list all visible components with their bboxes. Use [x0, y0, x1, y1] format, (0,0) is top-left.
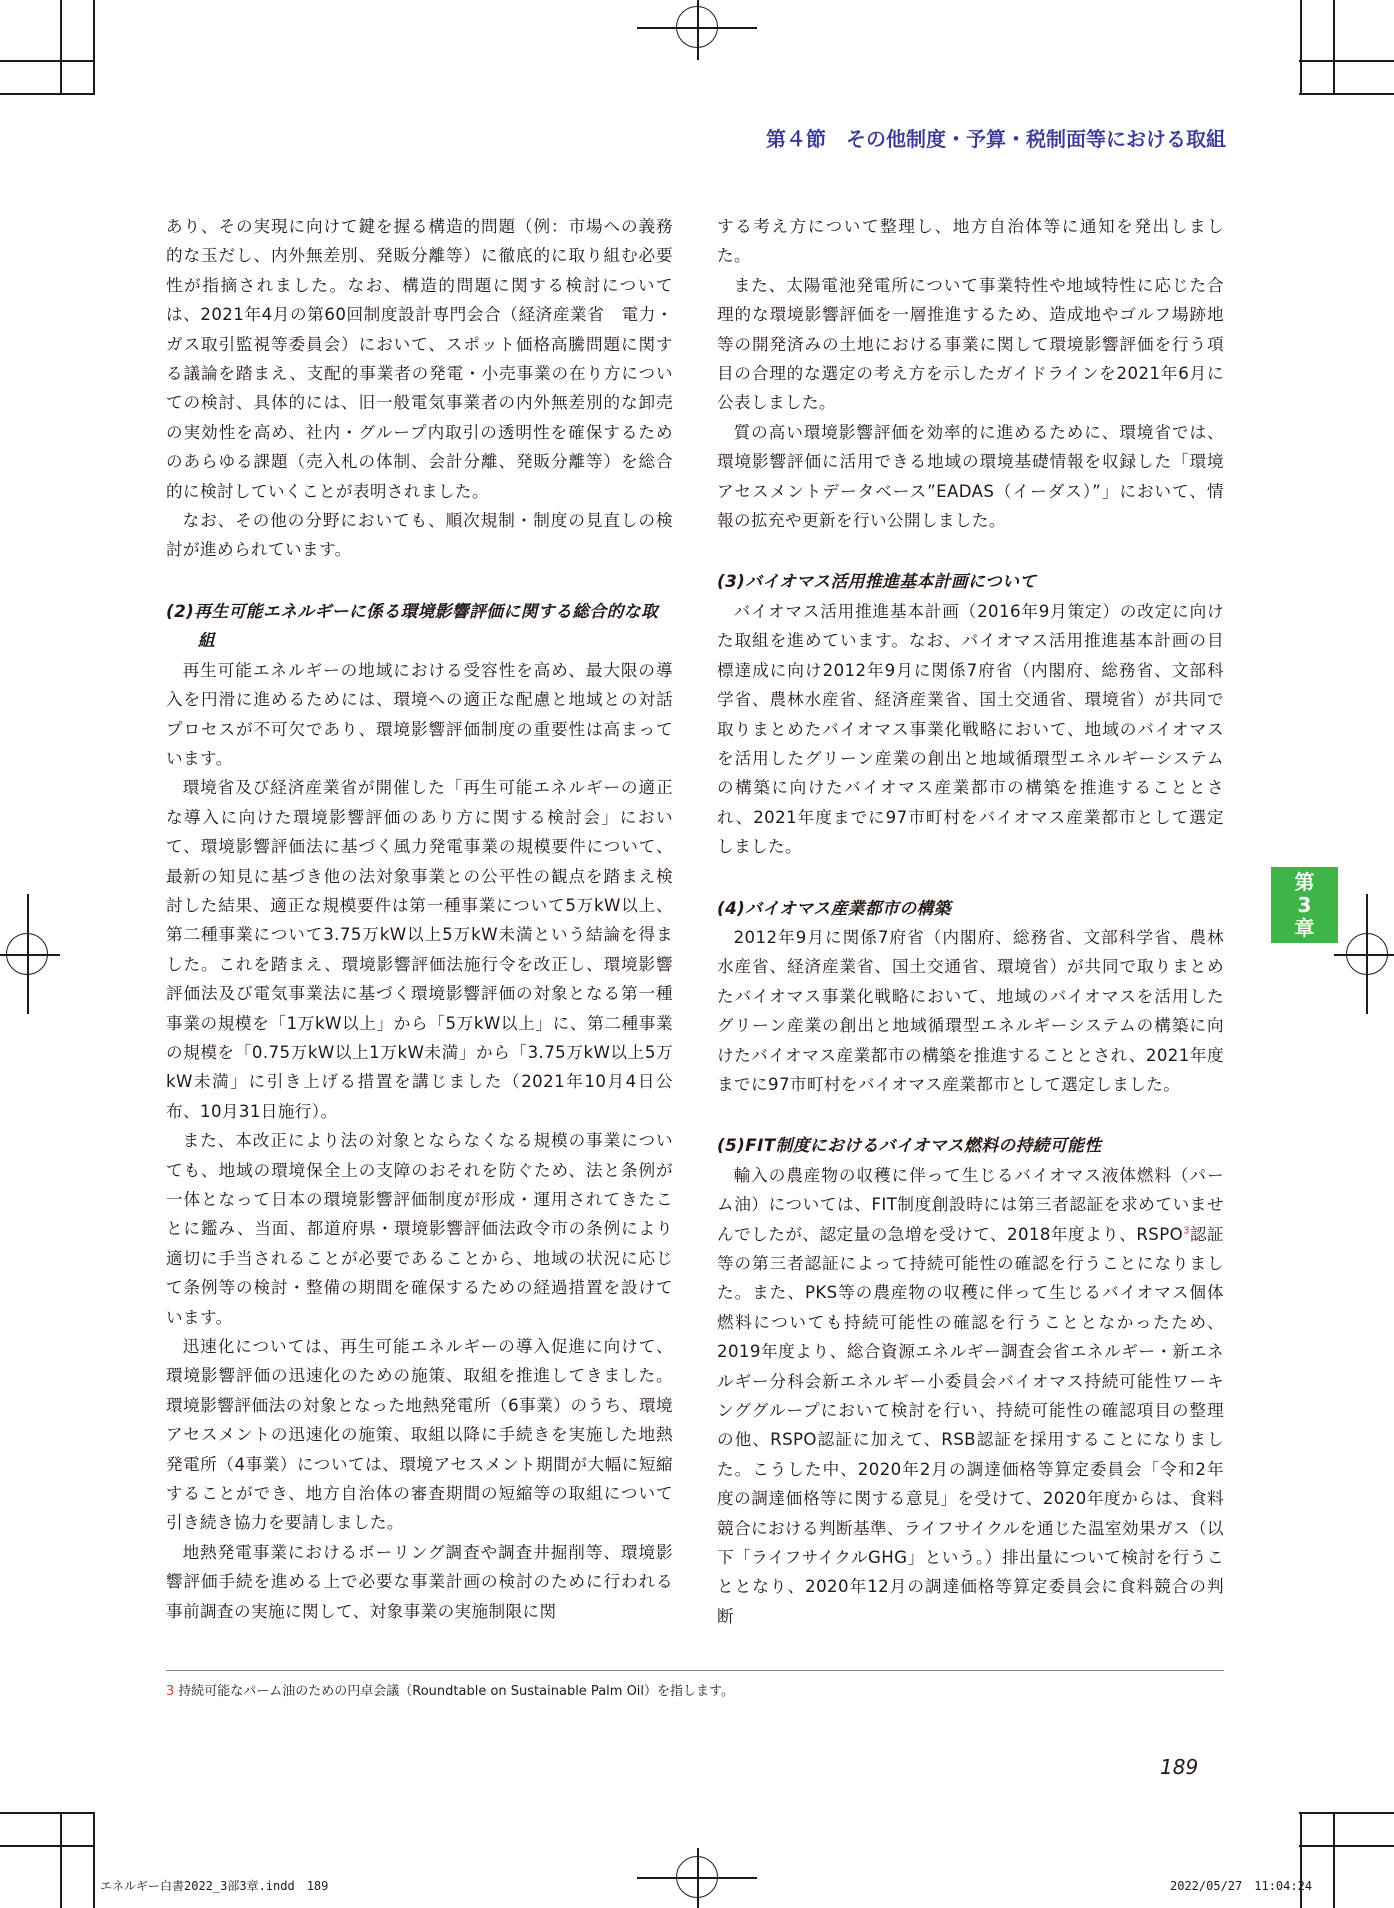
- subsection-heading: (4)バイオマス産業都市の構築: [717, 897, 951, 918]
- paragraph: 質の高い環境影響評価を効率的に進めるために、環境省では、環境影響評価に活用できる地域の環境基礎情報を収録した「環境アセスメントデータベース”EADAS（イーダス）”」において、情報の拡充や更新を行い公開しました。: [717, 422, 1224, 531]
- footnote-reference[interactable]: 3: [1183, 1225, 1190, 1237]
- crop-mark: [93, 1812, 95, 1908]
- footnote-divider: [166, 1670, 1224, 1671]
- crop-mark: [1299, 1812, 1394, 1814]
- slug-timestamp: 2022/05/27 11:04:24: [1170, 1879, 1313, 1893]
- crop-mark: [1299, 60, 1394, 62]
- footnote: [166, 1680, 734, 1699]
- right-column: [717, 212, 1224, 1631]
- crop-mark: [1299, 1845, 1394, 1847]
- paragraph: 再生可能エネルギーの地域における受容性を高め、最大限の導入を円滑に進めるためには、環境への適正な配慮と地域との対話プロセスが不可欠であり、環境影響評価制度の重要性は高まっています。: [166, 660, 673, 768]
- crop-mark: [0, 93, 95, 95]
- paragraph-text: 認証等の第三者認証によって持続可能性の確認を行うことになりました。また、PKS等の農産物の収穫に伴って生じるバイオマス個体燃料についても持続可能性の確認を行うこととなかったため、2019年度より、総合資源エネルギー調査会省エネルギー・新エネルギー分科会新エネルギー小委員会バイオマス持続可能性ワーキンググループにおいて検討を行い、持続可能性の確認項目の整理の他、RSPO認証に加えて、RSB認証を採用することになりました。こうした中、2020年2月の調達価格等算定委員会「令和2年度の調達価格等に関する意見」を受けて、2020年度からは、食料競合における判断基準、ライフサイクルを通じた温室効果ガス（以下「ライフサイクルGHG」という。）排出量について検討を行うこととなり、2020年12月の調達価格等算定委員会に食料競合の判断: [717, 1224, 1224, 1626]
- crop-mark: [1333, 0, 1335, 95]
- crop-mark: [60, 1812, 62, 1908]
- chapter-tab-line: 章: [1294, 915, 1315, 940]
- paragraph: 迅速化については、再生可能エネルギーの導入促進に向けて、環境影響評価の迅速化のための施策、取組を推進してきました。環境影響評価法の対象となった地熱発電所（6事業）のうち、環境アセスメントの迅速化の施策、取組以降に手続きを実施した地熱発電所（4事業）については、環境アセスメント期間が大幅に短縮することができ、地方自治体の審査期間の短縮等の取組について引き続き協力を要請しました。: [166, 1337, 673, 1533]
- crop-mark: [0, 1845, 95, 1847]
- paragraph: バイオマス活用推進基本計画（2016年9月策定）の改定に向けた取組を進めています。なお、バイオマス活用推進基本計画の目標達成に向け2012年9月に関係7府省（内閣府、総務省、文部科学省、農林水産省、経済産業省、国土交通省、環境省）が共同で取りまとめたバイオマス事業化戦略において、地域のバイオマスを活用したグリーン産業の創出と地域循環型エネルギーシステムの構築に向けたバイオマス産業都市の構築を推進することとされ、2021年度までに97市町村をバイオマス産業都市として選定しました。: [717, 601, 1224, 857]
- paragraph: 地熱発電事業におけるボーリング調査や調査井掘削等、環境影響評価手続を進める上で必要な事業計画の検討のために行われる事前調査の実施に関して、対象事業の実施制限に関: [166, 1542, 673, 1621]
- paragraph: また、太陽電池発電所について事業特性や地域特性に応じた合理的な環境影響評価を一層推進するため、造成地やゴルフ場跡地等の開発済みの土地における事業に関して環境影響評価を行う項目の合理的な選定の考え方を示したガイドラインを2021年6月に公表しました。: [717, 275, 1224, 413]
- paragraph: 環境省及び経済産業省が開催した「再生可能エネルギーの適正な導入に向けた環境影響評価のあり方に関する検討会」において、環境影響評価法に基づく風力発電事業の規模要件について、最新の知見に基づき他の法対象事業との公平性の観点を踏まえ検討した結果、適正な規模要件は第一種事業について5万kW以上、第二種事業について3.75万kW以上5万kW未満という結論を得ました。これを踏まえ、環境影響評価法施行令を改正し、環境影響評価法及び電気事業法に基づく環境影響評価の対象となる第一種事業の規模を「1万kW以上」から「5万kW以上」に、第二種事業の規模を「0.75万kW以上1万kW未満」から「3.75万kW以上5万kW未満」に引き上げる措置を講じました（2021年10月4日公布、10月31日施行）。: [166, 778, 673, 1121]
- crop-mark: [93, 0, 95, 95]
- page-number: 189: [1160, 1755, 1199, 1779]
- registration-circle: [6, 933, 48, 975]
- paragraph: あり、その実現に向けて鍵を握る構造的問題（例：市場への義務的な玉だし、内外無差別、発販分離等）に徹底的に取り組む必要性が指摘されました。なお、構造的問題に関する検討については、2021年4月の第60回制度設計専門会合（経済産業省 電力・ガス取引監視等委員会）において、スポット価格高騰問題に関する議論を踏まえ、支配的事業者の発電・小売事業の在り方についての検討、具体的には、旧一般電気事業者の内外無差別的な卸売の実効性を高め、社内・グループ内取引の透明性を確保するためのあらゆる課題（売入札の体制、会計分離、発販分離等）を総合的に検討していくことが表明されました。: [166, 217, 673, 501]
- registration-circle: [676, 6, 718, 48]
- paragraph: なお、その他の分野においても、順次規制・制度の見直しの検討が進められています。: [166, 511, 673, 560]
- left-column: [166, 212, 673, 1626]
- crop-mark: [1300, 0, 1302, 95]
- section-header: 第４節 その他制度・予算・税制面等における取組: [766, 127, 1226, 151]
- footnote-number: 3: [166, 1684, 175, 1699]
- footnote-text: 持続可能なパーム油のための円卓会議（Roundtable on Sustainable Palm Oil）を指します。: [178, 1684, 734, 1699]
- registration-circle: [1346, 933, 1388, 975]
- crop-mark: [1333, 1812, 1335, 1908]
- paragraph: [717, 1161, 1224, 1632]
- crop-mark: [0, 1812, 95, 1814]
- chapter-tab-line: 第: [1294, 869, 1315, 894]
- subsection-heading: (3)バイオマス活用推進基本計画について: [717, 571, 1037, 592]
- registration-circle: [676, 1856, 718, 1898]
- crop-mark: [0, 60, 95, 62]
- crop-mark: [60, 0, 62, 95]
- chapter-tab: [1271, 867, 1338, 943]
- slug-file-name: エネルギー白書2022_3部3章.indd 189: [100, 1879, 329, 1893]
- paragraph: する考え方について整理し、地方自治体等に通知を発出しました。: [717, 217, 1224, 266]
- paragraph: 2012年9月に関係7府省（内閣府、総務省、文部科学省、農林水産省、経済産業省、国土交通省、環境省）が共同で取りまとめたバイオマス事業化戦略において、地域のバイオマスを活用したグリーン産業の創出と地域循環型エネルギーシステムの構築に向けたバイオマス産業都市の構築を推進することとされ、2021年度までに97市町村をバイオマス産業都市として選定しました。: [717, 927, 1224, 1094]
- chapter-tab-line: 3: [1297, 892, 1312, 917]
- subsection-heading: (2)再生可能エネルギーに係る環境影響評価に関する総合的な取組: [166, 600, 659, 651]
- subsection-heading: (5)FIT制度におけるバイオマス燃料の持続可能性: [717, 1135, 1102, 1156]
- paragraph-text: 輸入の農産物の収穫に伴って生じるバイオマス液体燃料（パーム油）については、FIT制度創設時には第三者認証を求めていませんでしたが、認定量の急増を受けて、2018年度より、RSPO: [717, 1165, 1224, 1244]
- crop-mark: [1299, 93, 1394, 95]
- paragraph: また、本改正により法の対象とならなくなる規模の事業についても、地域の環境保全上の支障のおそれを防ぐため、法と条例が一体となって日本の環境影響評価制度が形成・運用されてきたことに鑑み、当面、都道府県・環境影響評価法政令市の条例により適切に手当されることが必要であることから、地域の状況に応じて条例等の検討・整備の期間を確保するための経過措置を設けています。: [166, 1131, 673, 1327]
